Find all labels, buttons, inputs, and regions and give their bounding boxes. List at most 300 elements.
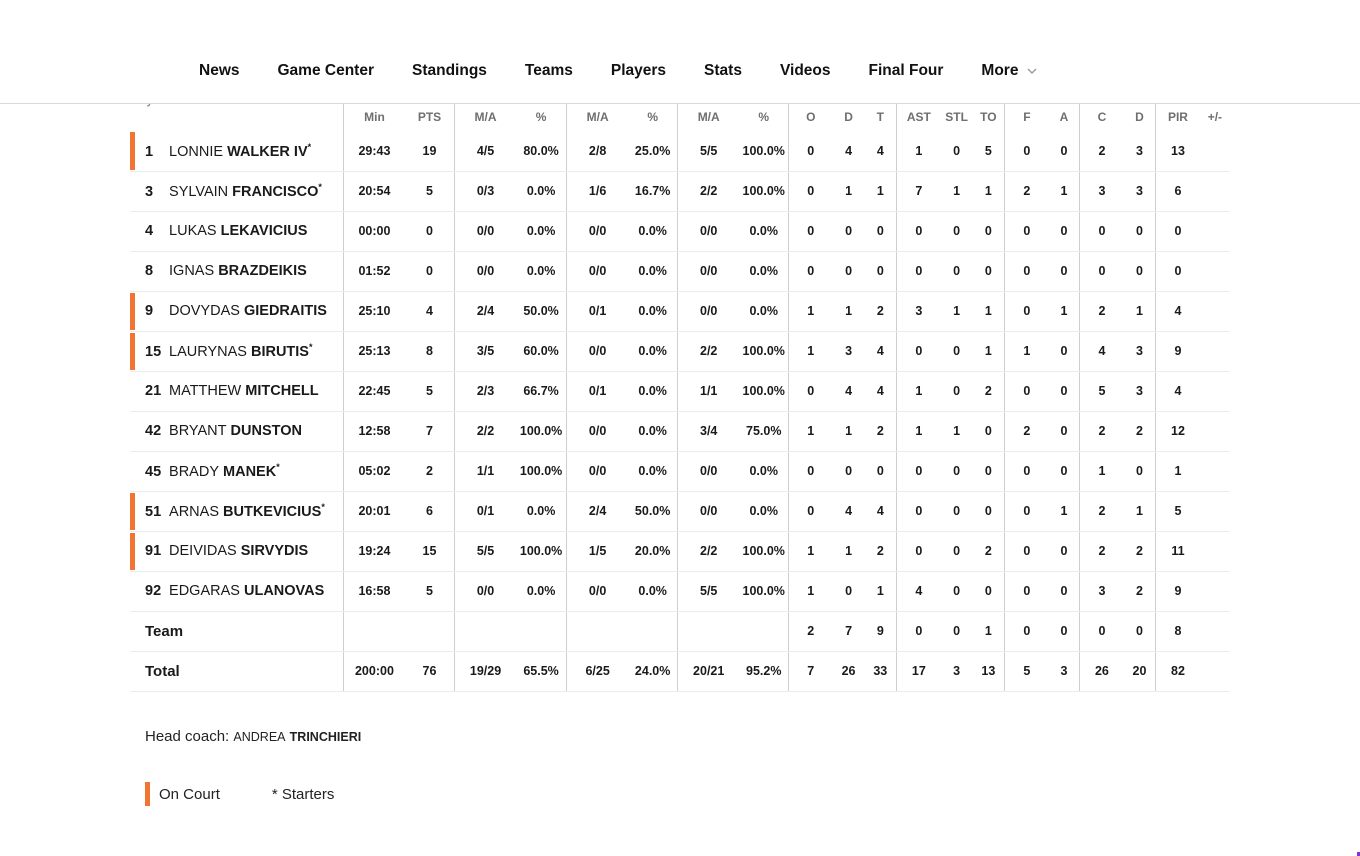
- nav-more[interactable]: [981, 62, 1037, 80]
- stat-cell: 7: [789, 651, 833, 691]
- stat-cell: 1: [1156, 451, 1200, 491]
- stat-cell: 0: [1005, 211, 1049, 251]
- player-cell[interactable]: [130, 131, 343, 171]
- player-cell[interactable]: [130, 171, 343, 211]
- stat-cell: 100.0%: [739, 371, 788, 411]
- stat-cell: 0: [789, 451, 833, 491]
- nav-final-four[interactable]: [869, 62, 944, 80]
- stat-cell: 0: [789, 371, 833, 411]
- stat-cell: 1: [973, 331, 1005, 371]
- player-number: 92: [145, 583, 162, 599]
- nav-videos-label: Videos: [779, 62, 831, 79]
- stat-cell: 20:01: [343, 491, 405, 531]
- stat-cell: 3/4: [677, 411, 739, 451]
- stat-cell: [1200, 131, 1230, 171]
- stat-cell: [1200, 411, 1230, 451]
- stat-cell: 8: [1156, 611, 1200, 651]
- stat-cell: 76: [405, 651, 454, 691]
- stat-cell: 95.2%: [739, 651, 788, 691]
- stat-cell: 2: [1080, 131, 1124, 171]
- player-last-name: LEKAVICIUS: [220, 223, 308, 239]
- stat-cell: [343, 611, 405, 651]
- stat-cell: 9: [865, 611, 897, 651]
- player-row: [130, 291, 1230, 331]
- stat-cell: 0: [405, 211, 454, 251]
- stat-cell: 5: [405, 171, 454, 211]
- stat-cell: 19/29: [454, 651, 516, 691]
- box-score-table: [130, 103, 1230, 692]
- stat-cell: 0/0: [454, 571, 516, 611]
- column-header[interactable]: M/A: [677, 103, 739, 131]
- stat-cell: 26: [1080, 651, 1124, 691]
- column-header[interactable]: TO: [980, 110, 997, 124]
- stat-cell: 26: [833, 651, 865, 691]
- stat-cell: 1/1: [677, 371, 739, 411]
- stat-cell: 1: [1049, 171, 1080, 211]
- stat-cell: 1/1: [454, 451, 516, 491]
- stat-cell: 0: [865, 211, 897, 251]
- stat-cell: 0/3: [454, 171, 516, 211]
- stat-cell: 1: [865, 171, 897, 211]
- stat-cell: 1: [941, 411, 973, 451]
- head-coach-label: Head coach:: [145, 728, 230, 745]
- player-first-name: IGNAS: [169, 263, 215, 279]
- player-cell[interactable]: [130, 371, 343, 411]
- stat-cell: 5: [973, 131, 1005, 171]
- player-first-name: LAURYNAS: [169, 343, 247, 360]
- stat-cell: 4: [1080, 331, 1124, 371]
- stat-cell: 0/1: [566, 371, 628, 411]
- stat-cell: 24.0%: [628, 651, 677, 691]
- stat-cell: 7: [833, 611, 865, 651]
- player-row: [130, 131, 1230, 171]
- player-first-name: ARNAS: [169, 503, 219, 520]
- legend-starters: * Starters: [271, 785, 335, 803]
- legend: [145, 782, 334, 806]
- column-header[interactable]: %: [535, 110, 547, 124]
- stat-cell: 0: [1124, 451, 1156, 491]
- player-last-name: SIRVYDIS: [240, 543, 309, 559]
- stat-cell: 60.0%: [516, 331, 566, 371]
- player-number: 45: [145, 463, 162, 480]
- stat-cell: 0: [941, 571, 973, 611]
- column-header[interactable]: %: [647, 110, 658, 124]
- stat-cell: 0: [833, 251, 865, 291]
- stat-cell: 9: [1156, 571, 1200, 611]
- stat-cell: [1200, 451, 1230, 491]
- player-cell[interactable]: [130, 571, 343, 611]
- stat-cell: 0: [1005, 291, 1049, 331]
- on-court-indicator: [130, 533, 135, 570]
- stat-cell: 0: [789, 211, 833, 251]
- stat-cell: 0: [1049, 251, 1080, 291]
- stat-cell: 1: [789, 411, 833, 451]
- column-header[interactable]: +/-: [1207, 110, 1223, 124]
- stat-cell: 0: [973, 251, 1005, 291]
- player-number: 9: [145, 303, 154, 319]
- stat-cell: [1200, 491, 1230, 531]
- player-row: [130, 251, 1230, 291]
- stat-cell: 0.0%: [628, 451, 677, 491]
- stat-cell: 0: [1049, 571, 1080, 611]
- stat-cell: 0/0: [566, 251, 628, 291]
- player-first-name: SYLVAIN: [169, 183, 229, 200]
- stat-cell: 0: [865, 451, 897, 491]
- stat-cell: 29:43: [343, 131, 405, 171]
- stat-cell: 7: [405, 411, 454, 451]
- on-court-swatch: [145, 782, 150, 806]
- stat-cell: 0.0%: [739, 451, 788, 491]
- stat-cell: 0/1: [566, 291, 628, 331]
- column-header[interactable]: D: [844, 110, 853, 124]
- stat-cell: 0: [973, 211, 1005, 251]
- column-header[interactable]: A: [1059, 110, 1069, 124]
- stat-cell: 200:00: [343, 651, 405, 691]
- player-cell[interactable]: [130, 411, 343, 451]
- stat-cell: 33: [865, 651, 897, 691]
- stat-cell: 0: [833, 451, 865, 491]
- nav-news[interactable]: [199, 62, 240, 80]
- stat-cell: 65.5%: [516, 651, 566, 691]
- stat-cell: 0: [1005, 531, 1049, 571]
- column-header[interactable]: D: [1135, 110, 1144, 124]
- stat-cell: 1: [897, 371, 941, 411]
- stat-cell: 25:10: [343, 291, 405, 331]
- stat-cell: 0: [897, 611, 941, 651]
- stat-cell: 9: [1156, 331, 1200, 371]
- stat-cell: 1: [789, 291, 833, 331]
- stat-cell: [677, 611, 739, 651]
- team-row-label: Team: [130, 611, 343, 651]
- stat-cell: 3: [1124, 171, 1156, 211]
- player-number: 8: [145, 263, 154, 279]
- nav-game-center[interactable]: [278, 62, 374, 80]
- stat-cell: 0: [941, 371, 973, 411]
- top-navigation: [0, 0, 1360, 104]
- stat-cell: 0: [1124, 211, 1156, 251]
- stat-cell: 0: [1049, 211, 1080, 251]
- stat-cell: 5: [1156, 491, 1200, 531]
- stat-cell: 5: [1080, 371, 1124, 411]
- stat-cell: 82: [1156, 651, 1200, 691]
- stat-cell: 25.0%: [628, 131, 677, 171]
- column-header[interactable]: C: [1080, 103, 1124, 131]
- player-first-name: BRYANT: [169, 423, 227, 439]
- stat-cell: 0/0: [566, 451, 628, 491]
- stat-cell: 20:54: [343, 171, 405, 211]
- player-first-name: LONNIE: [169, 143, 224, 160]
- stat-cell: 100.0%: [516, 451, 566, 491]
- stat-cell: 4: [1156, 291, 1200, 331]
- stat-cell: [516, 611, 566, 651]
- column-header[interactable]: T: [876, 110, 884, 124]
- player-number: 15: [145, 343, 162, 360]
- stat-cell: 0: [897, 251, 941, 291]
- stat-cell: 1: [833, 291, 865, 331]
- player-first-name: BRADY: [169, 463, 219, 480]
- stat-cell: 0.0%: [739, 291, 788, 331]
- player-last-name: BIRUTIS: [250, 343, 309, 360]
- stat-cell: 0.0%: [628, 211, 677, 251]
- main-menu: [199, 62, 1075, 80]
- stat-cell: 75.0%: [739, 411, 788, 451]
- stat-cell: 2/3: [454, 371, 516, 411]
- on-court-indicator: [130, 293, 135, 330]
- column-header[interactable]: F: [1005, 103, 1049, 131]
- stat-cell: 100.0%: [516, 411, 566, 451]
- player-row: [130, 451, 1230, 491]
- nav-final-four-label: Final Four: [868, 62, 944, 79]
- stat-cell: 0: [1124, 251, 1156, 291]
- stat-cell: 12: [1156, 411, 1200, 451]
- stat-cell: 0: [789, 491, 833, 531]
- stat-cell: 2: [1124, 411, 1156, 451]
- player-cell[interactable]: [130, 531, 343, 571]
- stat-cell: 2: [1080, 291, 1124, 331]
- player-row: [130, 571, 1230, 611]
- stat-cell: 05:02: [343, 451, 405, 491]
- table-body: [130, 131, 1230, 691]
- stat-cell: 2/2: [677, 531, 739, 571]
- stat-cell: [1200, 531, 1230, 571]
- stat-cell: 2: [865, 291, 897, 331]
- stat-cell: 1: [973, 291, 1005, 331]
- stat-cell: 0: [1005, 371, 1049, 411]
- nav-standings[interactable]: [412, 62, 487, 80]
- stat-cell: 4: [865, 491, 897, 531]
- stat-cell: 0: [1156, 211, 1200, 251]
- stat-cell: 0: [1005, 251, 1049, 291]
- starter-mark: *: [321, 502, 325, 513]
- nav-players-label: Players: [610, 62, 667, 79]
- stat-cell: 2: [405, 451, 454, 491]
- stat-cell: 11: [1156, 531, 1200, 571]
- stat-cell: 0: [941, 531, 973, 571]
- stat-cell: 3: [941, 651, 973, 691]
- stat-cell: 0: [1080, 611, 1124, 651]
- player-number: 21: [145, 383, 162, 399]
- player-last-name: DUNSTON: [230, 423, 302, 439]
- player-cell[interactable]: [130, 451, 343, 491]
- stat-cell: 0: [789, 251, 833, 291]
- starter-mark: *: [318, 182, 322, 193]
- stat-cell: 0: [1049, 131, 1080, 171]
- stat-cell: 2/4: [454, 291, 516, 331]
- stat-cell: 2/8: [566, 131, 628, 171]
- stat-cell: 25:13: [343, 331, 405, 371]
- player-number: 4: [145, 223, 154, 239]
- stat-cell: 0: [1005, 611, 1049, 651]
- stat-cell: 1: [973, 171, 1005, 211]
- column-header[interactable]: STL: [945, 110, 968, 124]
- player-row: [130, 211, 1230, 251]
- stat-cell: 2: [1080, 531, 1124, 571]
- stat-cell: 100.0%: [516, 531, 566, 571]
- stat-cell: 5/5: [677, 571, 739, 611]
- stat-cell: 1: [789, 571, 833, 611]
- stat-cell: 1: [941, 291, 973, 331]
- stat-cell: 20.0%: [628, 531, 677, 571]
- stat-cell: 5: [1005, 651, 1049, 691]
- stat-cell: 13: [973, 651, 1005, 691]
- on-court-indicator: [130, 333, 135, 370]
- stat-cell: 12:58: [343, 411, 405, 451]
- stat-cell: 1: [897, 131, 941, 171]
- stat-cell: 0/0: [454, 211, 516, 251]
- stat-cell: 7: [897, 171, 941, 211]
- nav-videos[interactable]: [780, 62, 831, 80]
- stat-cell: 0: [865, 251, 897, 291]
- stat-cell: 0.0%: [628, 571, 677, 611]
- stat-cell: 00:00: [343, 211, 405, 251]
- column-header[interactable]: PTS: [417, 110, 442, 124]
- total-row: [130, 651, 1230, 691]
- stat-cell: [405, 611, 454, 651]
- stat-cell: 1: [897, 411, 941, 451]
- stat-cell: 0/0: [677, 251, 739, 291]
- player-row: [130, 331, 1230, 371]
- column-header[interactable]: M/A: [566, 103, 628, 131]
- stat-cell: 01:52: [343, 251, 405, 291]
- stat-cell: [566, 611, 628, 651]
- stat-cell: 0: [973, 451, 1005, 491]
- stat-cell: 2/2: [677, 171, 739, 211]
- nav-stats[interactable]: [704, 62, 742, 80]
- player-last-name: ULANOVAS: [243, 583, 325, 599]
- stat-cell: 17: [897, 651, 941, 691]
- player-first-name: DEIVIDAS: [169, 543, 237, 559]
- on-court-indicator: [130, 493, 135, 530]
- stat-cell: 0.0%: [628, 331, 677, 371]
- stat-cell: 19: [405, 131, 454, 171]
- player-first-name: EDGARAS: [169, 583, 240, 599]
- stat-cell: 0: [941, 331, 973, 371]
- stat-cell: 0: [1049, 411, 1080, 451]
- player-last-name: BRAZDEIKIS: [218, 263, 307, 279]
- stat-cell: 2: [789, 611, 833, 651]
- stat-cell: 0: [941, 251, 973, 291]
- stat-cell: 19:24: [343, 531, 405, 571]
- nav-players[interactable]: [611, 62, 666, 80]
- stat-cell: 0: [1049, 611, 1080, 651]
- player-first-name: LUKAS: [169, 223, 217, 239]
- stat-cell: 2: [973, 371, 1005, 411]
- stat-cell: [1200, 571, 1230, 611]
- stat-cell: 0: [1124, 611, 1156, 651]
- stat-cell: 1/5: [566, 531, 628, 571]
- stat-cell: 5/5: [677, 131, 739, 171]
- stat-cell: 0: [1080, 251, 1124, 291]
- column-header[interactable]: AST: [897, 103, 941, 131]
- stat-cell: [454, 611, 516, 651]
- stat-cell: 1: [789, 331, 833, 371]
- stat-cell: 3: [1080, 171, 1124, 211]
- player-cell[interactable]: [130, 211, 343, 251]
- nav-teams[interactable]: [525, 62, 573, 80]
- stat-cell: 0: [1005, 571, 1049, 611]
- stat-cell: [1200, 331, 1230, 371]
- stat-cell: 0/0: [566, 411, 628, 451]
- stat-cell: 0: [833, 211, 865, 251]
- stat-cell: 4: [833, 131, 865, 171]
- stat-cell: 2/2: [454, 411, 516, 451]
- stat-cell: 0.0%: [516, 251, 566, 291]
- player-row: [130, 491, 1230, 531]
- stat-cell: 0.0%: [516, 491, 566, 531]
- stat-cell: 4: [833, 491, 865, 531]
- starter-mark: *: [308, 342, 313, 353]
- stat-cell: 5: [405, 571, 454, 611]
- stat-cell: 0.0%: [516, 571, 566, 611]
- player-first-name: MATTHEW: [169, 383, 242, 399]
- legend-on-court: On Court: [159, 785, 220, 803]
- column-header[interactable]: PIR: [1156, 103, 1200, 131]
- stat-cell: [1200, 291, 1230, 331]
- stat-cell: 22:45: [343, 371, 405, 411]
- player-cell[interactable]: [130, 251, 343, 291]
- stat-cell: [1200, 251, 1230, 291]
- column-header[interactable]: %: [758, 110, 770, 124]
- stat-cell: 3: [1124, 331, 1156, 371]
- stat-cell: 66.7%: [516, 371, 566, 411]
- stat-cell: 0: [789, 131, 833, 171]
- stat-cell: [1200, 611, 1230, 651]
- stat-cell: 8: [405, 331, 454, 371]
- column-header[interactable]: O: [789, 103, 833, 131]
- stat-cell: 1: [1124, 491, 1156, 531]
- stat-cell: 2: [1005, 411, 1049, 451]
- player-cell[interactable]: [130, 491, 343, 531]
- stat-cell: 5: [405, 371, 454, 411]
- stat-cell: 6/25: [566, 651, 628, 691]
- stat-cell: 5/5: [454, 531, 516, 571]
- stat-cell: 0: [941, 491, 973, 531]
- nav-standings-label: Standings: [411, 62, 487, 79]
- stat-cell: 0.0%: [739, 491, 788, 531]
- column-header[interactable]: M/A: [454, 103, 516, 131]
- stat-cell: 2: [1080, 411, 1124, 451]
- stat-cell: 0/0: [677, 291, 739, 331]
- stat-cell: [1200, 211, 1230, 251]
- stat-cell: 0: [405, 251, 454, 291]
- stat-cell: 0: [897, 331, 941, 371]
- stat-cell: 0: [1005, 491, 1049, 531]
- stat-cell: 1: [973, 611, 1005, 651]
- stat-cell: 1: [1049, 491, 1080, 531]
- stat-cell: [739, 611, 788, 651]
- stat-cell: 0: [1005, 131, 1049, 171]
- stat-cell: 20: [1124, 651, 1156, 691]
- stat-cell: 0: [1156, 251, 1200, 291]
- chevron-down-icon: [1027, 66, 1037, 76]
- stat-cell: 20/21: [677, 651, 739, 691]
- column-header[interactable]: Min: [343, 103, 405, 131]
- stat-cell: 0: [941, 211, 973, 251]
- stat-cell: 0: [941, 131, 973, 171]
- player-last-name: GIEDRAITIS: [243, 303, 327, 319]
- stat-cell: 0.0%: [628, 251, 677, 291]
- player-cell[interactable]: [130, 331, 343, 371]
- stat-cell: 50.0%: [516, 291, 566, 331]
- stat-cell: [1200, 651, 1230, 691]
- stat-cell: 0.0%: [516, 171, 566, 211]
- stat-cell: 0: [1049, 331, 1080, 371]
- stat-cell: 0.0%: [739, 211, 788, 251]
- stat-cell: 13: [1156, 131, 1200, 171]
- stat-cell: 3: [1124, 131, 1156, 171]
- player-cell[interactable]: [130, 291, 343, 331]
- stat-cell: 0.0%: [628, 291, 677, 331]
